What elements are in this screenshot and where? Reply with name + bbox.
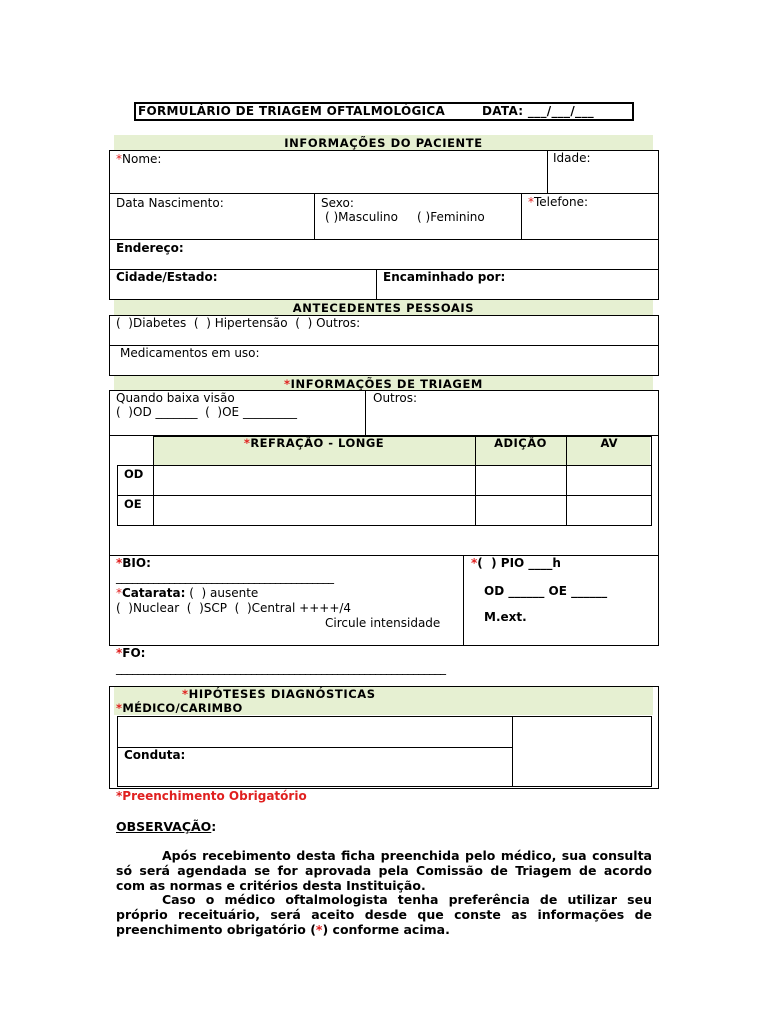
phone-field[interactable]: *Telefone: <box>528 195 588 209</box>
others-field[interactable]: Outros: <box>373 391 418 405</box>
sex-options[interactable]: ( )Masculino ( )Feminino <box>325 210 485 224</box>
form-title: FORMULÁRIO DE TRIAGEM OFTALMOLÓGICA <box>138 104 446 118</box>
bio-field[interactable]: *BIO: <box>116 556 151 570</box>
medications-field[interactable]: Medicamentos em uso: <box>120 346 260 360</box>
oe-refraction-cell[interactable] <box>154 496 474 525</box>
required-mark: * <box>528 195 534 209</box>
cataract-field[interactable]: *Catarata: ( ) ausente <box>116 586 259 600</box>
addition-header: ADIÇÃO <box>494 436 547 450</box>
required-mark: * <box>116 152 122 166</box>
doctor-stamp-cell[interactable] <box>513 717 651 786</box>
required-mark: * <box>116 701 123 715</box>
oe-av-cell[interactable] <box>567 496 651 525</box>
date-field[interactable]: DATA: ___/___/___ <box>482 104 594 118</box>
required-mark: * <box>116 556 123 570</box>
low-vision-label: Quando baixa visão <box>116 391 235 405</box>
birthdate-field[interactable]: Data Nascimento: <box>116 196 224 210</box>
row-oe-label: OE <box>124 497 142 511</box>
cataract-types[interactable]: ( )Nuclear ( )SCP ( )Central ++++/4 <box>116 601 352 615</box>
bio-line: _________________________________________ <box>116 570 334 584</box>
pio-field[interactable]: *( ) PIO ____h <box>471 556 561 570</box>
patient-header: INFORMAÇÕES DO PACIENTE <box>284 136 483 150</box>
doctor-stamp-label: *MÉDICO/CARIMBO <box>116 701 243 715</box>
required-mark: * <box>471 556 478 570</box>
circle-intensity-note: Circule intensidade <box>325 616 441 630</box>
fo-field[interactable]: *FO: <box>116 646 146 660</box>
m-ext-field[interactable]: M.ext. <box>484 610 527 624</box>
od-av-cell[interactable] <box>567 466 651 494</box>
observation-paragraph-1: Após recebimento desta ficha preenchida pelo médico, sua consulta só será agendada se for aprovada pela Comissão de Triagem de acordo com as normas e critérios desta Instituição. <box>116 848 652 893</box>
oe-addition-cell[interactable] <box>476 496 565 525</box>
conditions-checkboxes[interactable]: ( )Diabetes ( ) Hipertensão ( ) Outros: <box>116 316 361 330</box>
diagnosis-header: *HIPÓTESES DIAGNÓSTICAS <box>182 687 376 701</box>
age-field[interactable]: Idade: <box>553 151 591 165</box>
name-field[interactable]: *Nome: <box>116 152 162 166</box>
required-mark: * <box>284 377 291 391</box>
history-header: ANTECEDENTES PESSOAIS <box>292 301 475 315</box>
address-field[interactable]: Endereço: <box>116 241 184 255</box>
observation-title: OBSERVAÇÃO: <box>116 819 217 834</box>
referred-by-field[interactable]: Encaminhado por: <box>383 270 506 284</box>
required-mark: * <box>116 586 122 600</box>
od-refraction-cell[interactable] <box>154 466 474 494</box>
low-vision-eyes[interactable]: ( )OD _______ ( )OE _________ <box>116 405 297 419</box>
fo-line: _____________________________________________________________ <box>116 661 446 675</box>
pio-od-oe-field[interactable]: OD ______ OE ______ <box>484 584 608 598</box>
sex-label: Sexo: <box>321 196 354 210</box>
triage-header: *INFORMAÇÕES DE TRIAGEM <box>284 377 483 391</box>
row-od-label: OD <box>124 467 144 481</box>
od-addition-cell[interactable] <box>476 466 565 494</box>
refraction-header: *REFRAÇÃO - LONGE <box>243 436 385 450</box>
conduct-field[interactable]: Conduta: <box>124 748 186 762</box>
required-note: *Preenchimento Obrigatório <box>116 789 307 803</box>
city-state-field[interactable]: Cidade/Estado: <box>116 270 218 284</box>
required-mark: * <box>116 646 123 660</box>
diagnosis-hypotheses-cell[interactable] <box>118 717 511 746</box>
required-mark: * <box>243 436 251 450</box>
av-header: AV <box>600 436 618 450</box>
required-mark: * <box>182 687 189 701</box>
observation-paragraph-2: Caso o médico oftalmologista tenha preferência de utilizar seu próprio receituário, será aceito desde que conste as informações de preenchimento obrigatório (*) conforme acima. <box>116 892 652 937</box>
